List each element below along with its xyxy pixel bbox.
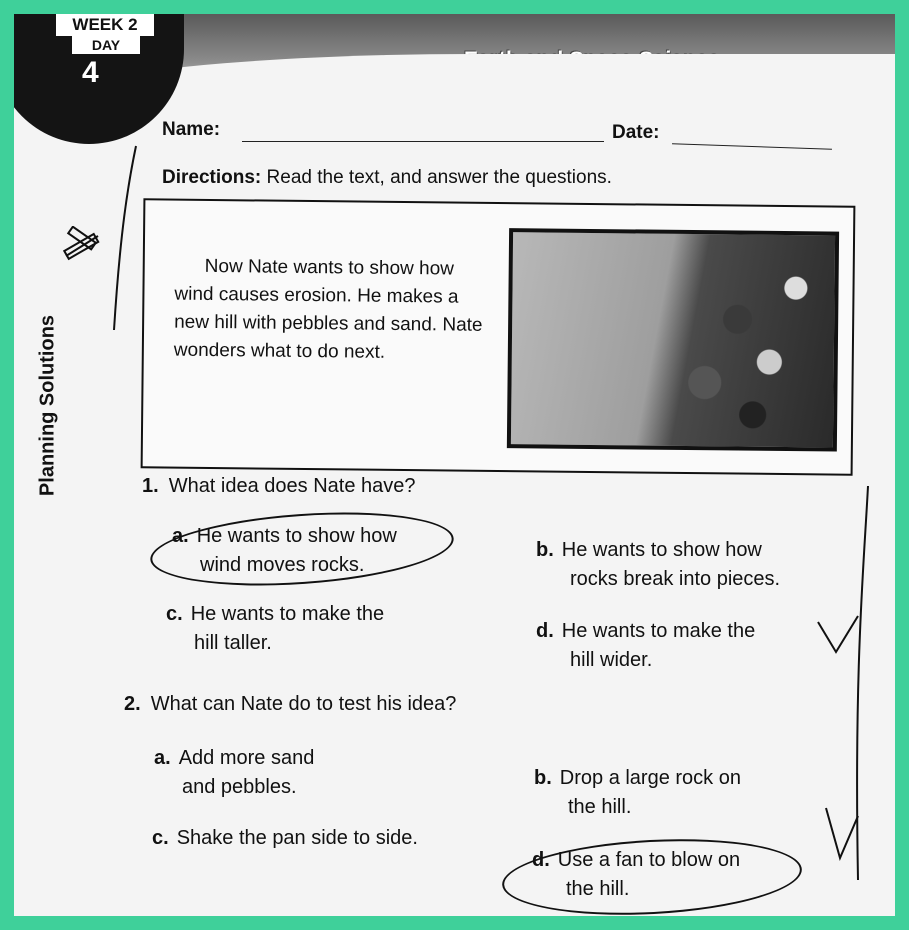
question-number: 2.: [124, 693, 141, 715]
option-text-cont: rocks break into pieces.: [570, 568, 781, 590]
margin-line: [834, 484, 874, 884]
name-label: Name:: [162, 119, 221, 140]
question-number: 1.: [142, 475, 159, 497]
worksheet-page: [14, 14, 895, 916]
q2-option-c[interactable]: [152, 824, 418, 853]
option-letter: a.: [172, 525, 189, 547]
option-text-cont: and pebbles.: [182, 776, 297, 798]
option-text: He wants to show how: [561, 539, 762, 561]
question-text: What can Nate do to test his idea?: [150, 693, 457, 715]
option-text: He wants to show how: [196, 525, 397, 547]
option-text: Add more sand: [178, 747, 315, 769]
q1-option-d[interactable]: [536, 617, 755, 675]
option-letter: c.: [166, 603, 183, 625]
name-field[interactable]: [242, 141, 604, 142]
option-letter: d.: [536, 620, 554, 642]
option-text-cont: wind moves rocks.: [200, 554, 365, 576]
side-tab: [18, 294, 59, 524]
answer-circle: [148, 503, 456, 594]
day-number: 4: [82, 56, 99, 89]
directions-label: Directions:: [162, 167, 262, 188]
q1-option-b[interactable]: [536, 536, 780, 594]
option-letter: b.: [534, 767, 552, 789]
question-text: What idea does Nate have?: [168, 475, 416, 497]
option-text: Drop a large rock on: [559, 767, 741, 789]
option-text-cont: hill wider.: [570, 649, 653, 671]
answer-circle: [500, 832, 803, 916]
question-1: [142, 472, 416, 501]
option-letter: c.: [152, 827, 169, 849]
option-text-cont: hill taller.: [194, 632, 272, 654]
side-tab-label: Planning Solutions: [36, 314, 59, 497]
option-text: He wants to make the: [561, 620, 756, 642]
option-letter: d.: [532, 849, 550, 871]
option-letter: b.: [536, 539, 554, 561]
q2-option-a[interactable]: [154, 744, 314, 802]
directions-text: Read the text, and answer the questions.: [266, 167, 612, 188]
option-text: Use a fan to blow on: [557, 849, 741, 871]
pencil-ruler-icon: [58, 226, 108, 266]
option-letter: a.: [154, 747, 171, 769]
passage-text: Now Nate wants to show how wind causes erosion. He makes a new hill with pebbles and sand. Nate wonders what to do next.: [173, 255, 483, 363]
question-2: [124, 690, 456, 719]
option-text-cont: the hill.: [566, 878, 630, 900]
q2-option-b[interactable]: [534, 764, 741, 822]
pebbles-photo: [507, 228, 839, 451]
option-text: He wants to make the: [190, 603, 385, 625]
directions: [162, 167, 612, 189]
passage-box: [141, 198, 856, 475]
date-label: Date:: [612, 122, 660, 143]
option-text-cont: the hill.: [568, 796, 632, 818]
week-label: WEEK 2: [56, 14, 154, 36]
option-text: Shake the pan side to side.: [176, 827, 418, 849]
q1-option-c[interactable]: [166, 600, 384, 658]
margin-line: [110, 144, 140, 334]
day-label: DAY: [72, 36, 140, 54]
